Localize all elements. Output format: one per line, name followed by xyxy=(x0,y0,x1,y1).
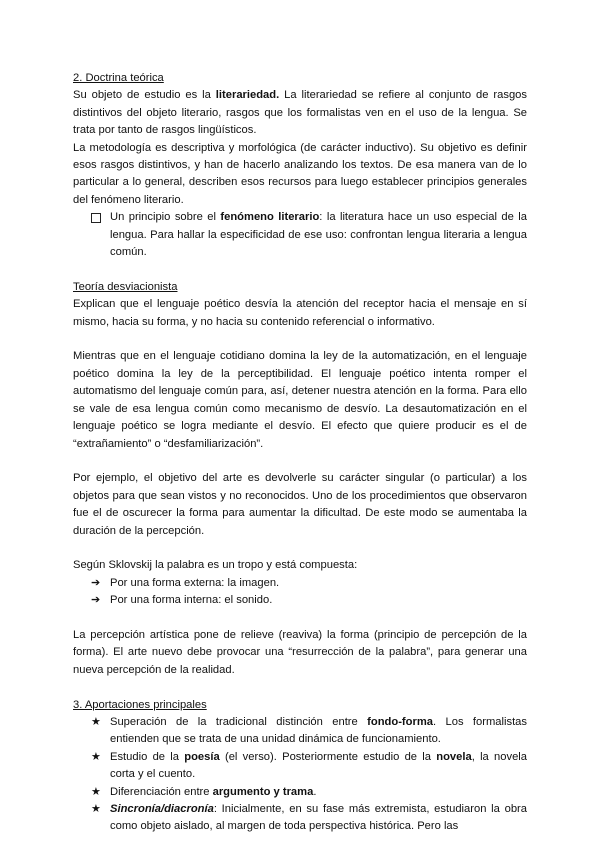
star-list-item: ★ Estudio de la poesía (el verso). Posteriormente estudio de la novela, la novela corta y el cuento. xyxy=(91,750,528,781)
star-list-item: ★ Diferenciación entre argumento y trama. xyxy=(73,784,527,801)
section-heading-teoria: Teoría desviacionista xyxy=(73,280,178,293)
arrow-icon: ➔ xyxy=(91,576,101,589)
checkbox-icon xyxy=(91,209,105,229)
star-icon: ★ xyxy=(91,802,102,815)
star-icon: ★ xyxy=(91,785,102,798)
paragraph-sklovskij: Según Sklovskij la palabra es un tropo y está compuesta: xyxy=(73,559,358,572)
star-icon: ★ xyxy=(91,715,102,728)
paragraph-teoria-1: Explican que el lenguaje poético desvía la atención del receptor hacia el mensaje en sí mismo, hacia su forma, y no hacia su contenido referencial o informativo. xyxy=(73,298,527,328)
document-page xyxy=(73,70,527,836)
arrow-list-item: ➔ Por una forma externa: la imagen. xyxy=(73,575,527,592)
star-icon: ★ xyxy=(91,750,102,763)
paragraph-metodologia: La metodología es descriptiva y morfológica (de carácter inductivo). Su objetivo es definir esos rasgos distintivos, y han de hacerlo analizando los textos. De esa manera van de lo particular a lo general, describen esos recursos para luego establecer principios generales del fenómeno literario. xyxy=(73,141,527,206)
star-list-item: ★ Superación de la tradicional distinción entre fondo-forma. Los formalistas entienden que se trata de una unidad dinámica de funcionamiento. xyxy=(91,715,527,746)
checkbox-bullet-item: Un principio sobre el fenómeno literario: la literatura hace un uso especial de la lengua. Para hallar la especificidad de ese uso: confrontan lengua literaria a lengua común. xyxy=(73,209,527,261)
paragraph-percepcion: La percepción artística pone de relieve (reaviva) la forma (principio de percepción de la forma). El arte nuevo debe provocar una “resurrección de la palabra”, para generar una nueva percepción de la realidad. xyxy=(73,628,527,676)
paragraph-teoria-3: Por ejemplo, el objetivo del arte es devolverle su carácter singular (o particular) a los objetos para que sean vistos y no reconocidos. Uno de los procedimientos que observaron fue el de oscurecer la forma para aumentar la dificultad. De este modo se aumentaba la duración de la percepción. xyxy=(73,472,527,537)
star-list-item: ★ Sincronía/diacronía: Inicialmente, en su fase más extremista, estudiaron la obra como objeto aislado, al margen de toda perspectiva histórica. Pero las xyxy=(91,802,527,833)
paragraph-teoria-2: Mientras que en el lenguaje cotidiano domina la ley de la automatización, en el lenguaje poético domina la ley de la perceptibilidad. El lenguaje poético intenta romper el automatismo del lenguaje común para, así, detener nuestra atención en la forma. Para ello se vale de esa lengua común como mecanismo de desvío. La desautomatización en el lenguaje poético se logra mediante el desvío. El efecto que quiere producir es el de “extrañamiento” o “desfamiliarización”. xyxy=(73,350,527,450)
section-heading-doctrina: 2. Doctrina teórica xyxy=(73,72,164,84)
section-heading-aportaciones: 3. Aportaciones principales xyxy=(73,698,207,711)
arrow-list-item: ➔ Por una forma interna: el sonido. xyxy=(73,592,527,609)
arrow-icon: ➔ xyxy=(91,594,101,607)
paragraph-literariedad: Su objeto de estudio es la literariedad. La literariedad se refiere al conjunto de rasgos distintivos del objeto literario, rasgos que los formalistas ven en el uso de la lengua. Se trata por tanto de rasgos lingüísticos. xyxy=(73,89,528,137)
